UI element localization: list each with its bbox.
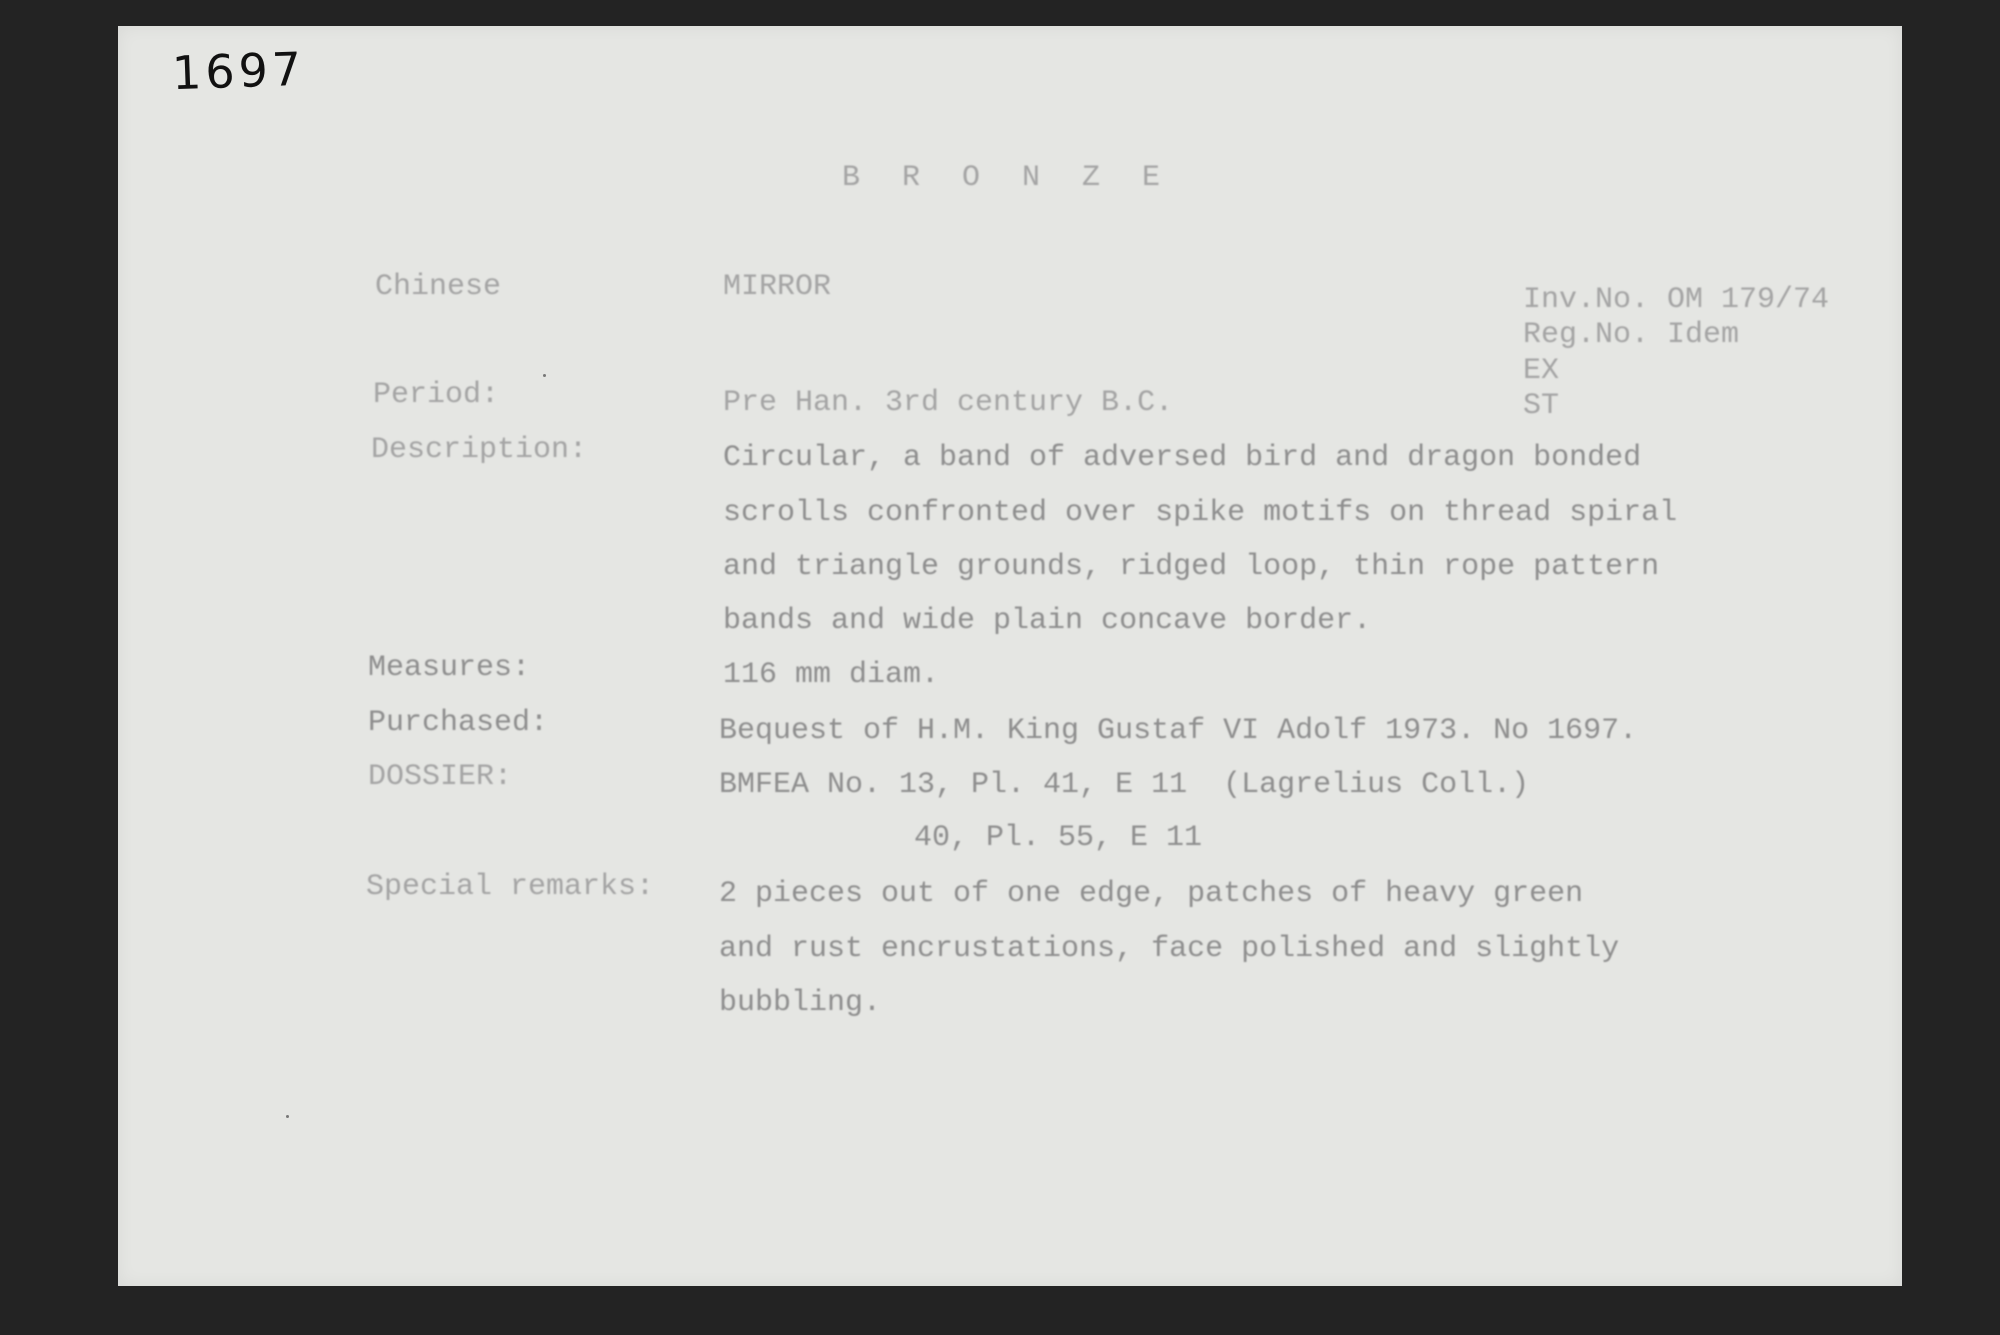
- description-line: bands and wide plain concave border.: [723, 604, 1372, 638]
- label-measures: Measures:: [368, 651, 531, 685]
- handwritten-number: 1697: [171, 41, 306, 101]
- category-heading: B R O N Z E: [842, 161, 1173, 195]
- inventory-ex: EX: [1523, 354, 1560, 388]
- label-purchased: Purchased:: [368, 706, 549, 740]
- description-line: Circular, a band of adversed bird and dragon bonded: [723, 441, 1642, 475]
- label-culture: Chinese: [375, 270, 502, 304]
- remarks-line: and rust encrustations, face polished and slightly: [719, 932, 1620, 966]
- object-type: MIRROR: [723, 270, 832, 304]
- dossier-line: BMFEA No. 13, Pl. 41, E 11 (Lagrelius Coll.): [719, 768, 1530, 802]
- remarks-line: bubbling.: [719, 986, 882, 1020]
- speck: [543, 374, 546, 377]
- registration-number: Reg.No. Idem: [1523, 318, 1740, 352]
- speck: [286, 1115, 289, 1118]
- description-line: and triangle grounds, ridged loop, thin rope pattern: [723, 550, 1660, 584]
- inventory-number: Inv.No. OM 179/74: [1523, 283, 1830, 317]
- label-description: Description:: [371, 433, 588, 467]
- inventory-st: ST: [1523, 389, 1560, 423]
- remarks-line: 2 pieces out of one edge, patches of heavy green: [719, 877, 1584, 911]
- dossier-line: 40, Pl. 55, E 11: [914, 821, 1203, 855]
- period-value: Pre Han. 3rd century B.C.: [723, 386, 1174, 420]
- label-remarks: Special remarks:: [366, 870, 655, 904]
- label-period: Period:: [373, 378, 500, 412]
- label-dossier: DOSSIER:: [368, 760, 513, 794]
- purchased-value: Bequest of H.M. King Gustaf VI Adolf 1973. No 1697.: [719, 714, 1638, 748]
- description-line: scrolls confronted over spike motifs on thread spiral: [723, 496, 1678, 530]
- measures-value: 116 mm diam.: [723, 658, 940, 692]
